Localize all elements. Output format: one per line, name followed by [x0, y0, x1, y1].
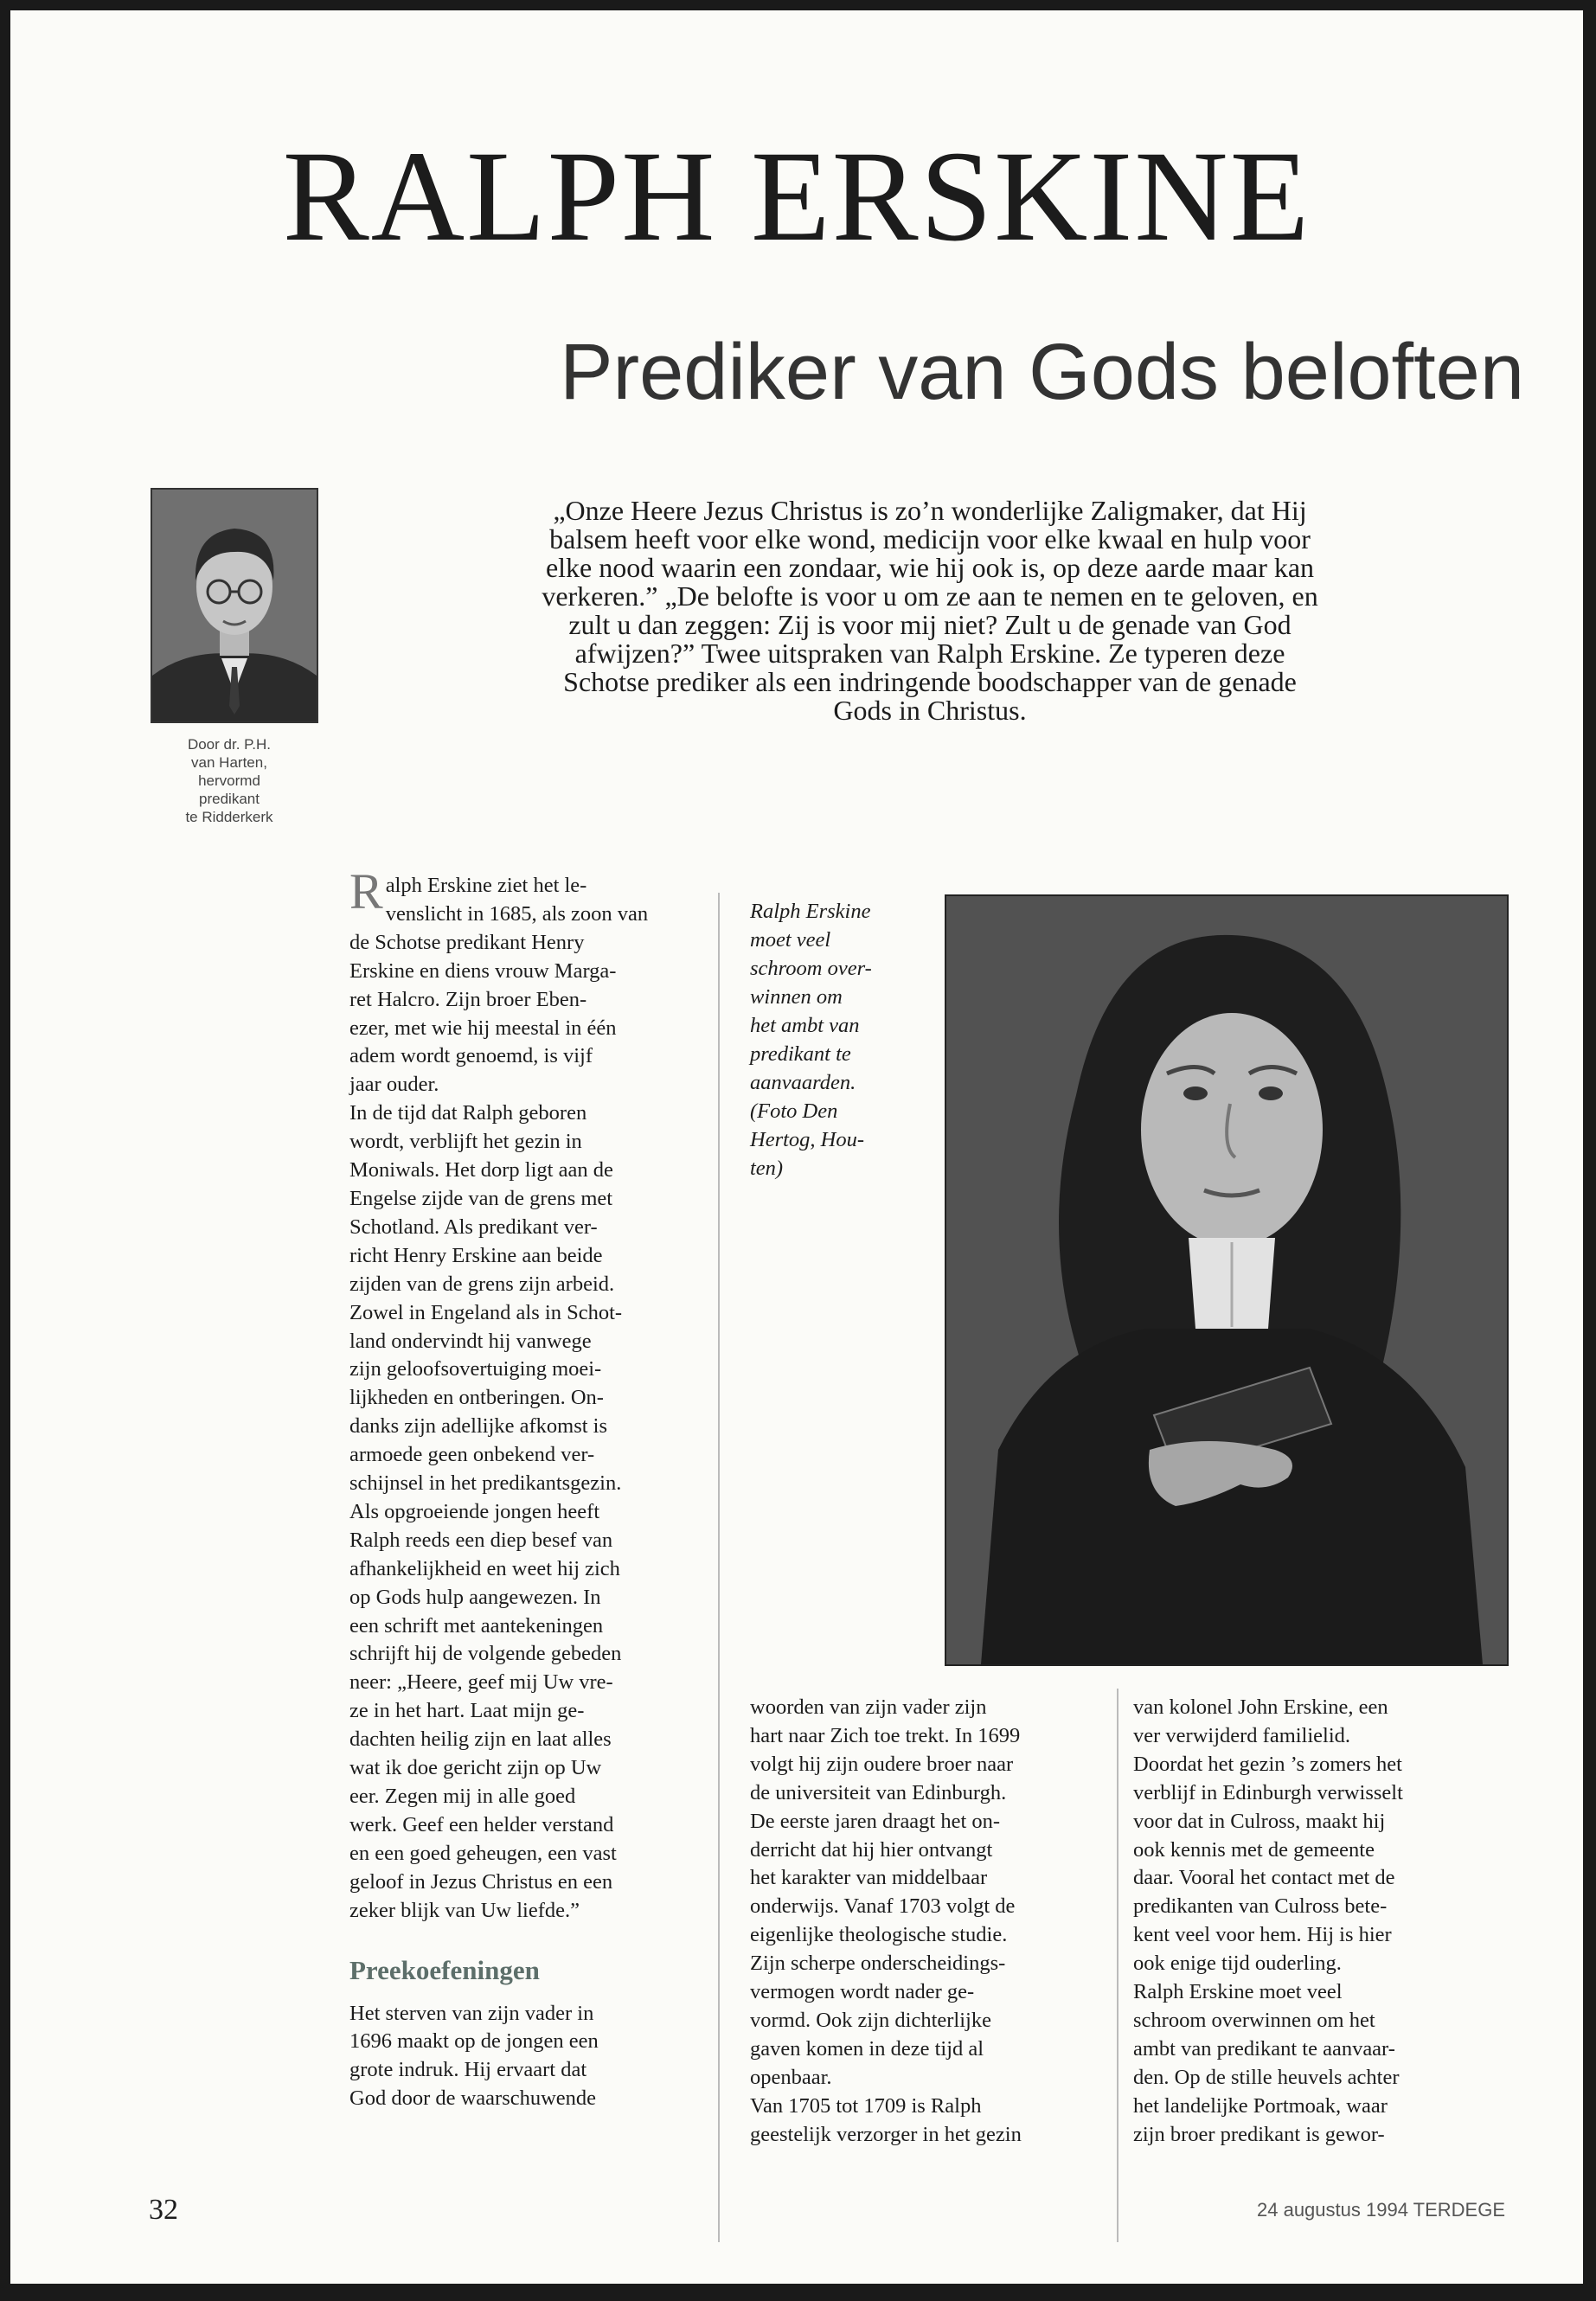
article-title: RALPH ERSKINE	[282, 125, 1311, 268]
col1-line: grote indruk. Hij ervaart dat	[349, 2058, 587, 2082]
col2-line: openbaar.	[750, 2065, 832, 2089]
col1-line: Engelse zijde van de grens met	[349, 1186, 613, 1210]
col3-line: ook kennis met de gemeente	[1133, 1837, 1375, 1862]
col1-line: Zowel in Engeland als in Schot-	[349, 1300, 623, 1324]
page-number: 32	[149, 2194, 178, 2226]
intro-line: „Onze Heere Jezus Christus is zo’n wonderlijke Zaligmaker, dat Hij	[553, 495, 1307, 526]
body-column-3	[1133, 1694, 1488, 2150]
author-caption-line: van Harten,	[191, 754, 267, 771]
col1-line: danks zijn adellijke afkomst is	[349, 1414, 608, 1439]
col1-line: armoede geen onbekend ver-	[349, 1443, 595, 1467]
author-photo	[151, 488, 318, 723]
col1-line: ezer, met wie hij meestal in één	[349, 1016, 617, 1040]
issue-info: 24 augustus 1994 TERDEGE	[1257, 2199, 1505, 2221]
col1-line: Schotland. Als predikant ver-	[349, 1215, 598, 1239]
col3-line: Ralph Erskine moet veel	[1133, 1980, 1343, 2004]
intro-line: Gods in Christus.	[833, 695, 1027, 726]
col1-line: Ralph reeds een diep besef van	[349, 1528, 613, 1552]
caption-line: predikant te	[750, 1042, 851, 1066]
caption-line: ten)	[750, 1157, 784, 1180]
col3-line: schroom overwinnen om het	[1133, 2008, 1375, 2032]
col1-line: ret Halcro. Zijn broer Eben-	[349, 987, 587, 1011]
first-line-text: alph Erskine ziet het le-	[385, 874, 587, 897]
col3-line: ambt van predikant te aanvaar-	[1133, 2036, 1395, 2061]
col3-line: den. Op de stille heuvels achter	[1133, 2065, 1400, 2089]
intro-line: afwijzen?” Twee uitspraken van Ralph Erskine. Ze typeren deze	[574, 638, 1285, 669]
col1-line: ze in het hart. Laat mijn ge-	[349, 1699, 585, 1723]
author-portrait-image	[152, 490, 317, 721]
col1-line: zeker blijk van Uw liefde.”	[349, 1898, 580, 1922]
col3-line: verblijf in Edinburgh verwisselt	[1133, 1780, 1403, 1804]
col1-line: adem wordt genoemd, is vijf	[349, 1044, 593, 1068]
col1-line: lijkheden en ontberingen. On-	[349, 1386, 604, 1410]
col2-line: volgt hij zijn oudere broer naar	[750, 1752, 1014, 1776]
intro-line: balsem heeft voor elke wond, medicijn voor elke kwaal en hulp voor	[549, 523, 1311, 554]
col1-line: jaar ouder.	[349, 1073, 439, 1097]
col1-line: zijn geloofsovertuiging moei-	[349, 1357, 602, 1381]
col3-line: zijn broer predikant is gewor-	[1133, 2122, 1385, 2146]
caption-line: winnen om	[750, 985, 843, 1009]
ralph-erskine-portrait	[945, 894, 1509, 1666]
caption-line: schroom over-	[750, 957, 872, 980]
col1-line: land ondervindt hij vanwege	[349, 1329, 592, 1353]
intro-line: Schotse prediker als een indringende boodschapper van de genade	[563, 666, 1297, 697]
col1-line: wat ik doe gericht zijn op Uw	[349, 1756, 602, 1780]
col3-line: ver verwijderd familielid.	[1133, 1723, 1351, 1747]
col3-line: voor dat in Culross, maakt hij	[1133, 1809, 1386, 1833]
intro-line: zult u dan zeggen: Zij is voor mij niet? Zult u de genade van God	[568, 609, 1292, 640]
caption-line: Ralph Erskine	[750, 900, 871, 923]
col2-line: derricht dat hij hier ontvangt	[750, 1837, 993, 1862]
author-caption	[140, 735, 318, 826]
col3-line: het landelijke Portmoak, waar	[1133, 2093, 1388, 2118]
photo-caption	[750, 897, 932, 1183]
col1-line: wordt, verblijft het gezin in	[349, 1130, 582, 1154]
col1-line: richt Henry Erskine aan beide	[349, 1243, 603, 1267]
col1-line: Het sterven van zijn vader in	[349, 2001, 594, 2025]
col1-line: een schrift met aantekeningen	[349, 1613, 604, 1638]
col3-line: daar. Vooral het contact met de	[1133, 1866, 1395, 1890]
col2-line: geestelijk verzorger in het gezin	[750, 2122, 1022, 2146]
caption-line: moet veel	[750, 928, 831, 952]
col3-line: Doordat het gezin ’s zomers het	[1133, 1752, 1402, 1776]
body-column-2	[750, 1694, 1096, 2150]
intro-paragraph	[467, 497, 1393, 725]
col1-line: In de tijd dat Ralph geboren	[349, 1101, 587, 1125]
col2-line: hart naar Zich toe trekt. In 1699	[750, 1723, 1021, 1747]
col2-line: vormd. Ook zijn dichterlijke	[750, 2008, 991, 2032]
column-divider	[718, 893, 720, 2242]
col1-line: eer. Zegen mij in alle goed	[349, 1785, 576, 1808]
col1-line: Moniwals. Het dorp ligt aan de	[349, 1158, 613, 1183]
col2-line: onderwijs. Vanaf 1703 volgt de	[750, 1894, 1016, 1919]
caption-line: (Foto Den	[750, 1099, 838, 1123]
article-subtitle: Prediker van Gods beloften	[560, 328, 1524, 416]
col1-line: en een goed geheugen, een vast	[349, 1841, 617, 1865]
col3-line: van kolonel John Erskine, een	[1133, 1695, 1388, 1719]
col1-line: dachten heilig zijn en laat alles	[349, 1727, 612, 1752]
magazine-page	[10, 10, 1583, 2284]
col1-line: neer: „Heere, geef mij Uw vre-	[349, 1670, 613, 1695]
col1-line: de Schotse predikant Henry	[349, 930, 585, 954]
intro-line: elke nood waarin een zondaar, wie hij ook is, op deze aarde maar kan	[545, 552, 1315, 583]
author-caption-line: hervormd	[198, 772, 260, 789]
caption-line: aanvaarden.	[750, 1071, 856, 1094]
col1-line: venslicht in 1685, als zoon van	[385, 901, 649, 926]
caption-line: het ambt van	[750, 1014, 860, 1037]
col1-line: geloof in Jezus Christus en een	[349, 1869, 613, 1894]
col1-line: zijden van de grens zijn arbeid.	[349, 1272, 615, 1296]
col2-line: De eerste jaren draagt het on-	[750, 1809, 1001, 1833]
col1-line: God door de waarschuwende	[349, 2086, 597, 2111]
body-column-1	[349, 863, 697, 2113]
author-caption-line: predikant	[199, 791, 260, 807]
column-divider	[1117, 1689, 1118, 2242]
col2-line: Van 1705 tot 1709 is Ralph	[750, 2093, 982, 2118]
col1-line: schijnsel in het predikantsgezin.	[349, 1471, 622, 1496]
col2-line: Zijn scherpe onderscheidings-	[750, 1952, 1006, 1976]
col2-line: gaven komen in deze tijd al	[750, 2036, 984, 2061]
col1-line: schrijft hij de volgende gebeden	[349, 1642, 622, 1666]
col1-line: Erskine en diens vrouw Marga-	[349, 958, 617, 983]
col2-line: vermogen wordt nader ge-	[750, 1980, 975, 2004]
author-caption-line: te Ridderkerk	[185, 809, 273, 825]
intro-line: verkeren.” „De belofte is voor u om ze aan te nemen en te geloven, en	[542, 580, 1318, 612]
col3-line: ook enige tijd ouderling.	[1133, 1952, 1342, 1976]
author-caption-line: Door dr. P.H.	[187, 736, 272, 753]
portrait-image	[946, 896, 1507, 1664]
col2-line: de universiteit van Edinburgh.	[750, 1780, 1007, 1804]
drop-cap: R	[349, 863, 383, 920]
col2-line: woorden van zijn vader zijn	[750, 1695, 987, 1719]
col1-line: Als opgroeiende jongen heeft	[349, 1499, 600, 1523]
col2-line: eigenlijke theologische studie.	[750, 1923, 1008, 1947]
caption-line: Hertog, Hou-	[750, 1128, 865, 1151]
col1-line: 1696 maakt op de jongen een	[349, 2029, 599, 2054]
col3-line: predikanten van Culross bete-	[1133, 1894, 1388, 1919]
col1-line: werk. Geef een helder verstand	[349, 1812, 614, 1836]
section-subheading: Preekoefeningen	[349, 1954, 540, 1985]
col2-line: het karakter van middelbaar	[750, 1866, 988, 1890]
col3-line: kent veel voor hem. Hij is hier	[1133, 1923, 1392, 1947]
col1-line: afhankelijkheid en weet hij zich	[349, 1556, 620, 1580]
col1-line: op Gods hulp aangewezen. In	[349, 1585, 601, 1609]
